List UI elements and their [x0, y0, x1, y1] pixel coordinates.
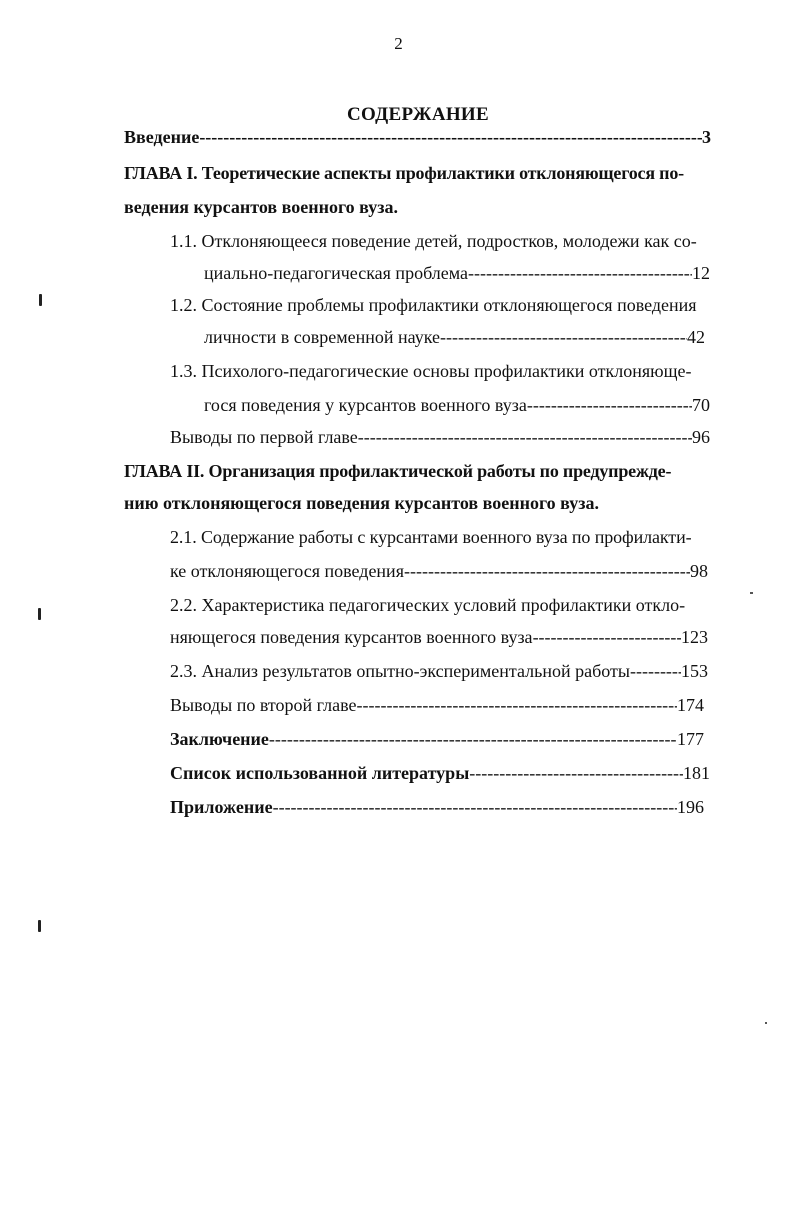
toc-section-1-3-line-1[interactable]: 1.3. Психолого-педагогические основы профилактики отклоняюще- [170, 361, 692, 381]
scan-speck [765, 1022, 767, 1024]
toc-leader [468, 262, 692, 284]
toc-label: Заключение [170, 729, 269, 749]
toc-entry-appendix[interactable] [170, 796, 704, 818]
toc-leader [404, 560, 690, 582]
toc-page: 42 [687, 327, 705, 347]
toc-page: 96 [692, 427, 710, 447]
toc-label: гося поведения у курсантов военного вуза [204, 395, 527, 415]
toc-label: ке отклоняющегося поведения [170, 561, 404, 581]
toc-leader [356, 694, 677, 716]
toc-chapter-1-line-2[interactable]: ведения курсантов военного вуза. [124, 197, 399, 217]
toc-section-2-2-line-2[interactable] [170, 626, 708, 648]
toc-leader [440, 326, 687, 348]
toc-page: 12 [692, 263, 710, 283]
toc-entry-conclusions-2[interactable] [170, 694, 704, 716]
scan-mark [38, 608, 41, 620]
toc-label: личности в современной науке [204, 327, 440, 347]
toc-section-1-1-line-1[interactable]: 1.1. Отклоняющееся поведение детей, подростков, молодежи как со- [170, 231, 697, 251]
toc-section-1-3-line-2[interactable] [204, 394, 710, 416]
toc-leader [273, 796, 677, 818]
toc-page: 70 [692, 395, 710, 415]
toc-leader [527, 394, 692, 416]
toc-section-2-2-line-1[interactable]: 2.2. Характеристика педагогических условий профилактики откло- [170, 595, 686, 615]
toc-section-1-2-line-1[interactable]: 1.2. Состояние проблемы профилактики отклоняющегося поведения [170, 295, 697, 315]
toc-label: няющегося поведения курсантов военного вуза [170, 627, 533, 647]
toc-title: СОДЕРЖАНИЕ [347, 104, 489, 125]
toc-page: 123 [681, 627, 708, 647]
toc-leader [199, 126, 702, 148]
toc-page: 177 [677, 729, 704, 749]
toc-page: 98 [690, 561, 708, 581]
scan-mark [39, 294, 42, 306]
toc-label: Выводы по второй главе [170, 695, 357, 715]
toc-leader [630, 660, 681, 682]
toc-leader [358, 426, 692, 448]
toc-page: 196 [677, 797, 704, 817]
toc-label: Введение [124, 127, 200, 147]
page-number: 2 [394, 34, 403, 53]
toc-label: Приложение [170, 797, 273, 817]
toc-section-1-2-line-2[interactable] [204, 326, 705, 348]
toc-entry-section-2-3[interactable] [170, 660, 708, 682]
toc-page: 181 [683, 763, 710, 783]
toc-entry-conclusion[interactable] [170, 728, 704, 750]
toc-section-1-1-line-2[interactable] [204, 262, 710, 284]
toc-label: циально-педагогическая проблема [204, 263, 469, 283]
toc-label: 2.3. Анализ результатов опытно-экспериментальной работы [170, 661, 630, 681]
toc-entry-conclusions-1[interactable] [170, 426, 710, 448]
scan-speck [750, 592, 753, 594]
toc-entry-intro[interactable] [124, 126, 711, 148]
toc-leader [533, 626, 681, 648]
toc-chapter-1-line-1[interactable]: ГЛАВА I. Теоретические аспекты профилактики отклоняющегося по- [124, 163, 684, 183]
toc-section-2-1-line-1[interactable]: 2.1. Содержание работы с курсантами военного вуза по профилакти- [170, 527, 692, 547]
toc-label: Выводы по первой главе [170, 427, 358, 447]
toc-leader [469, 762, 683, 784]
scan-mark [38, 920, 41, 932]
toc-entry-bibliography[interactable] [170, 762, 710, 784]
toc-page: 3 [702, 127, 711, 147]
toc-chapter-2-line-1[interactable]: ГЛАВА II. Организация профилактической работы по предупрежде- [124, 461, 672, 481]
toc-page: 153 [681, 661, 708, 681]
toc-label: Список использованной литературы [170, 763, 470, 783]
toc-leader [269, 728, 677, 750]
toc-page: 174 [677, 695, 704, 715]
toc-section-2-1-line-2[interactable] [170, 560, 708, 582]
toc-chapter-2-line-2[interactable]: нию отклоняющегося поведения курсантов военного вуза. [124, 493, 600, 513]
